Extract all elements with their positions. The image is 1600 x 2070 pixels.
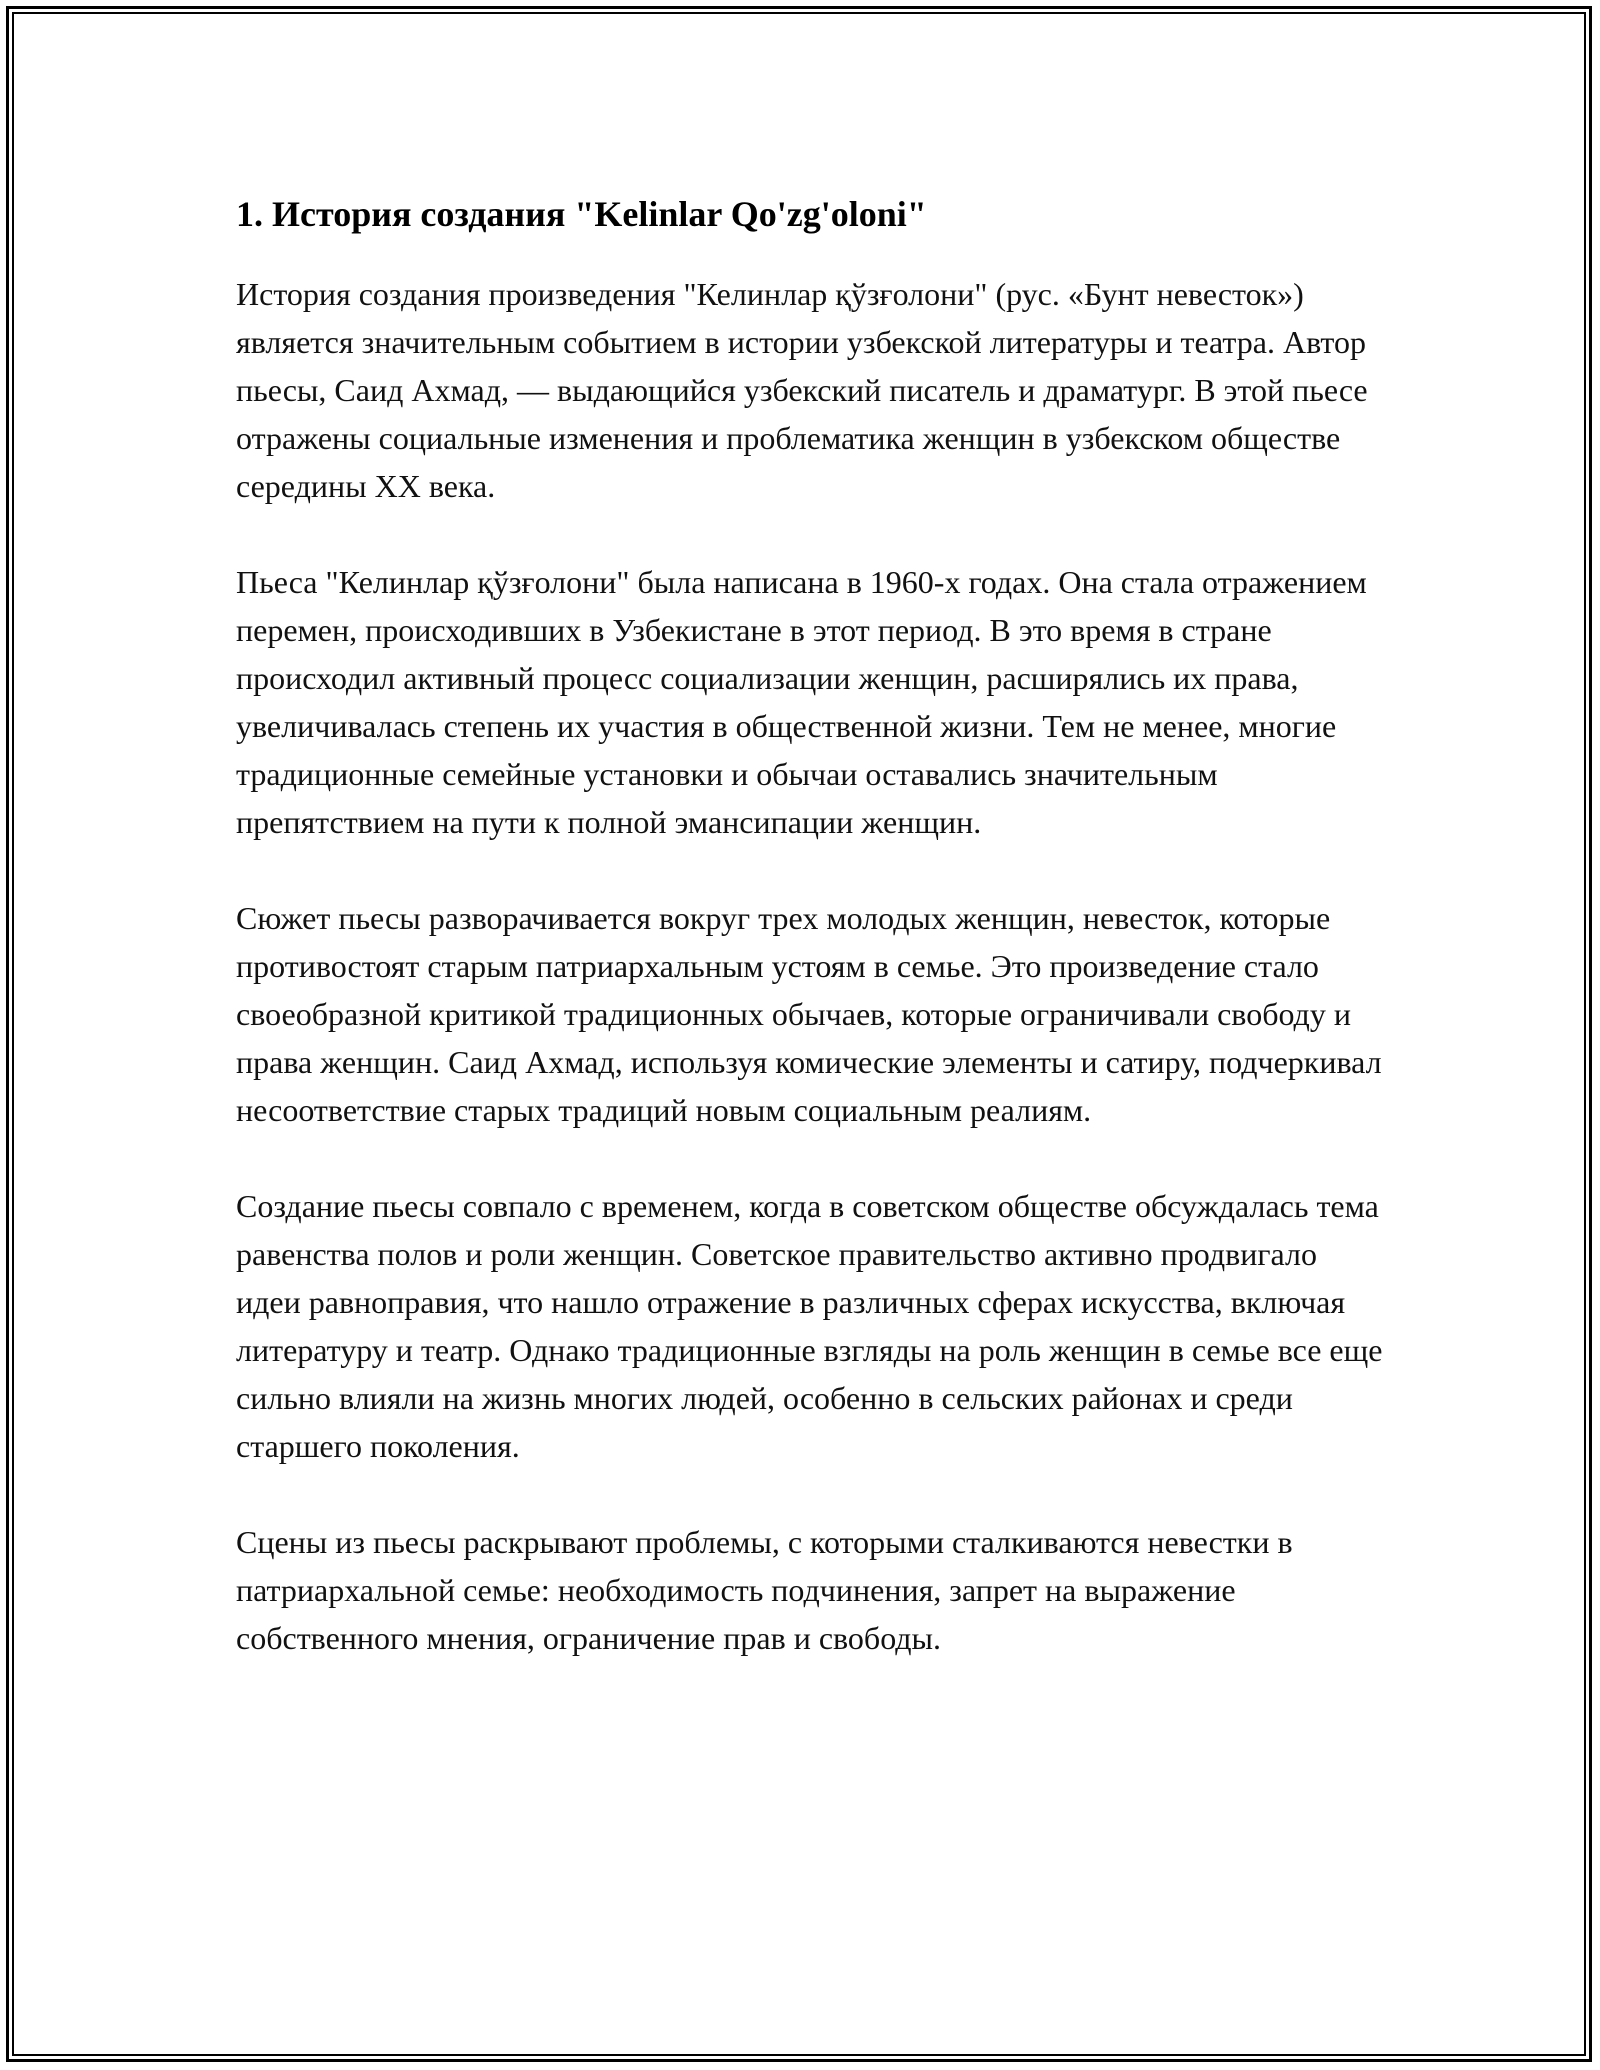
paragraph-5: Сцены из пьесы раскрывают проблемы, с которыми сталкиваются невестки в патриархальной семье: необходимость подчинения, запрет на выражение собственного мнения, ограничение прав и свободы. xyxy=(236,1524,1293,1656)
document-body xyxy=(236,186,1386,1710)
section-heading: 1. История создания "Kelinlar Qo'zg'oloni" xyxy=(236,194,927,234)
paragraph-3: Сюжет пьесы разворачивается вокруг трех молодых женщин, невесток, которые противостоят старым патриархальным устоям в семье. Это произведение стало своеобразной критикой традиционных обычаев, которые ограничивали свободу и права женщин. Саид Ахмад, используя комические элементы и сатиру, подчеркивал несоответствие старых традиций новым социальным реалиям. xyxy=(236,900,1382,1128)
paragraph-4: Создание пьесы совпало с временем, когда в советском обществе обсуждалась тема равенства полов и роли женщин. Советское правительство активно продвигало идеи равноправия, что нашло отражение в различных сферах искусства, включая литературу и театр. Однако традиционные взгляды на роль женщин в семье все еще сильно влияли на жизнь многих людей, особенно в сельских районах и среди старшего поколения. xyxy=(236,1188,1383,1464)
paragraph-1: История создания произведения "Келинлар қўзғолони" (рус. «Бунт невесток») является значительным событием в истории узбекской литературы и театра. Автор пьесы, Саид Ахмад, — выдающийся узбекский писатель и драматург. В этой пьесе отражены социальные изменения и проблематика женщин в узбекском обществе середины XX века. xyxy=(236,276,1368,504)
paragraph-2: Пьеса "Келинлар қўзғолони" была написана в 1960-х годах. Она стала отражением перемен, происходивших в Узбекистане в этот период. В это время в стране происходил активный процесс социализации женщин, расширялись их права, увеличивалась степень их участия в общественной жизни. Тем не менее, многие традиционные семейные установки и обычаи оставались значительным препятствием на пути к полной эмансипации женщин. xyxy=(236,564,1367,840)
